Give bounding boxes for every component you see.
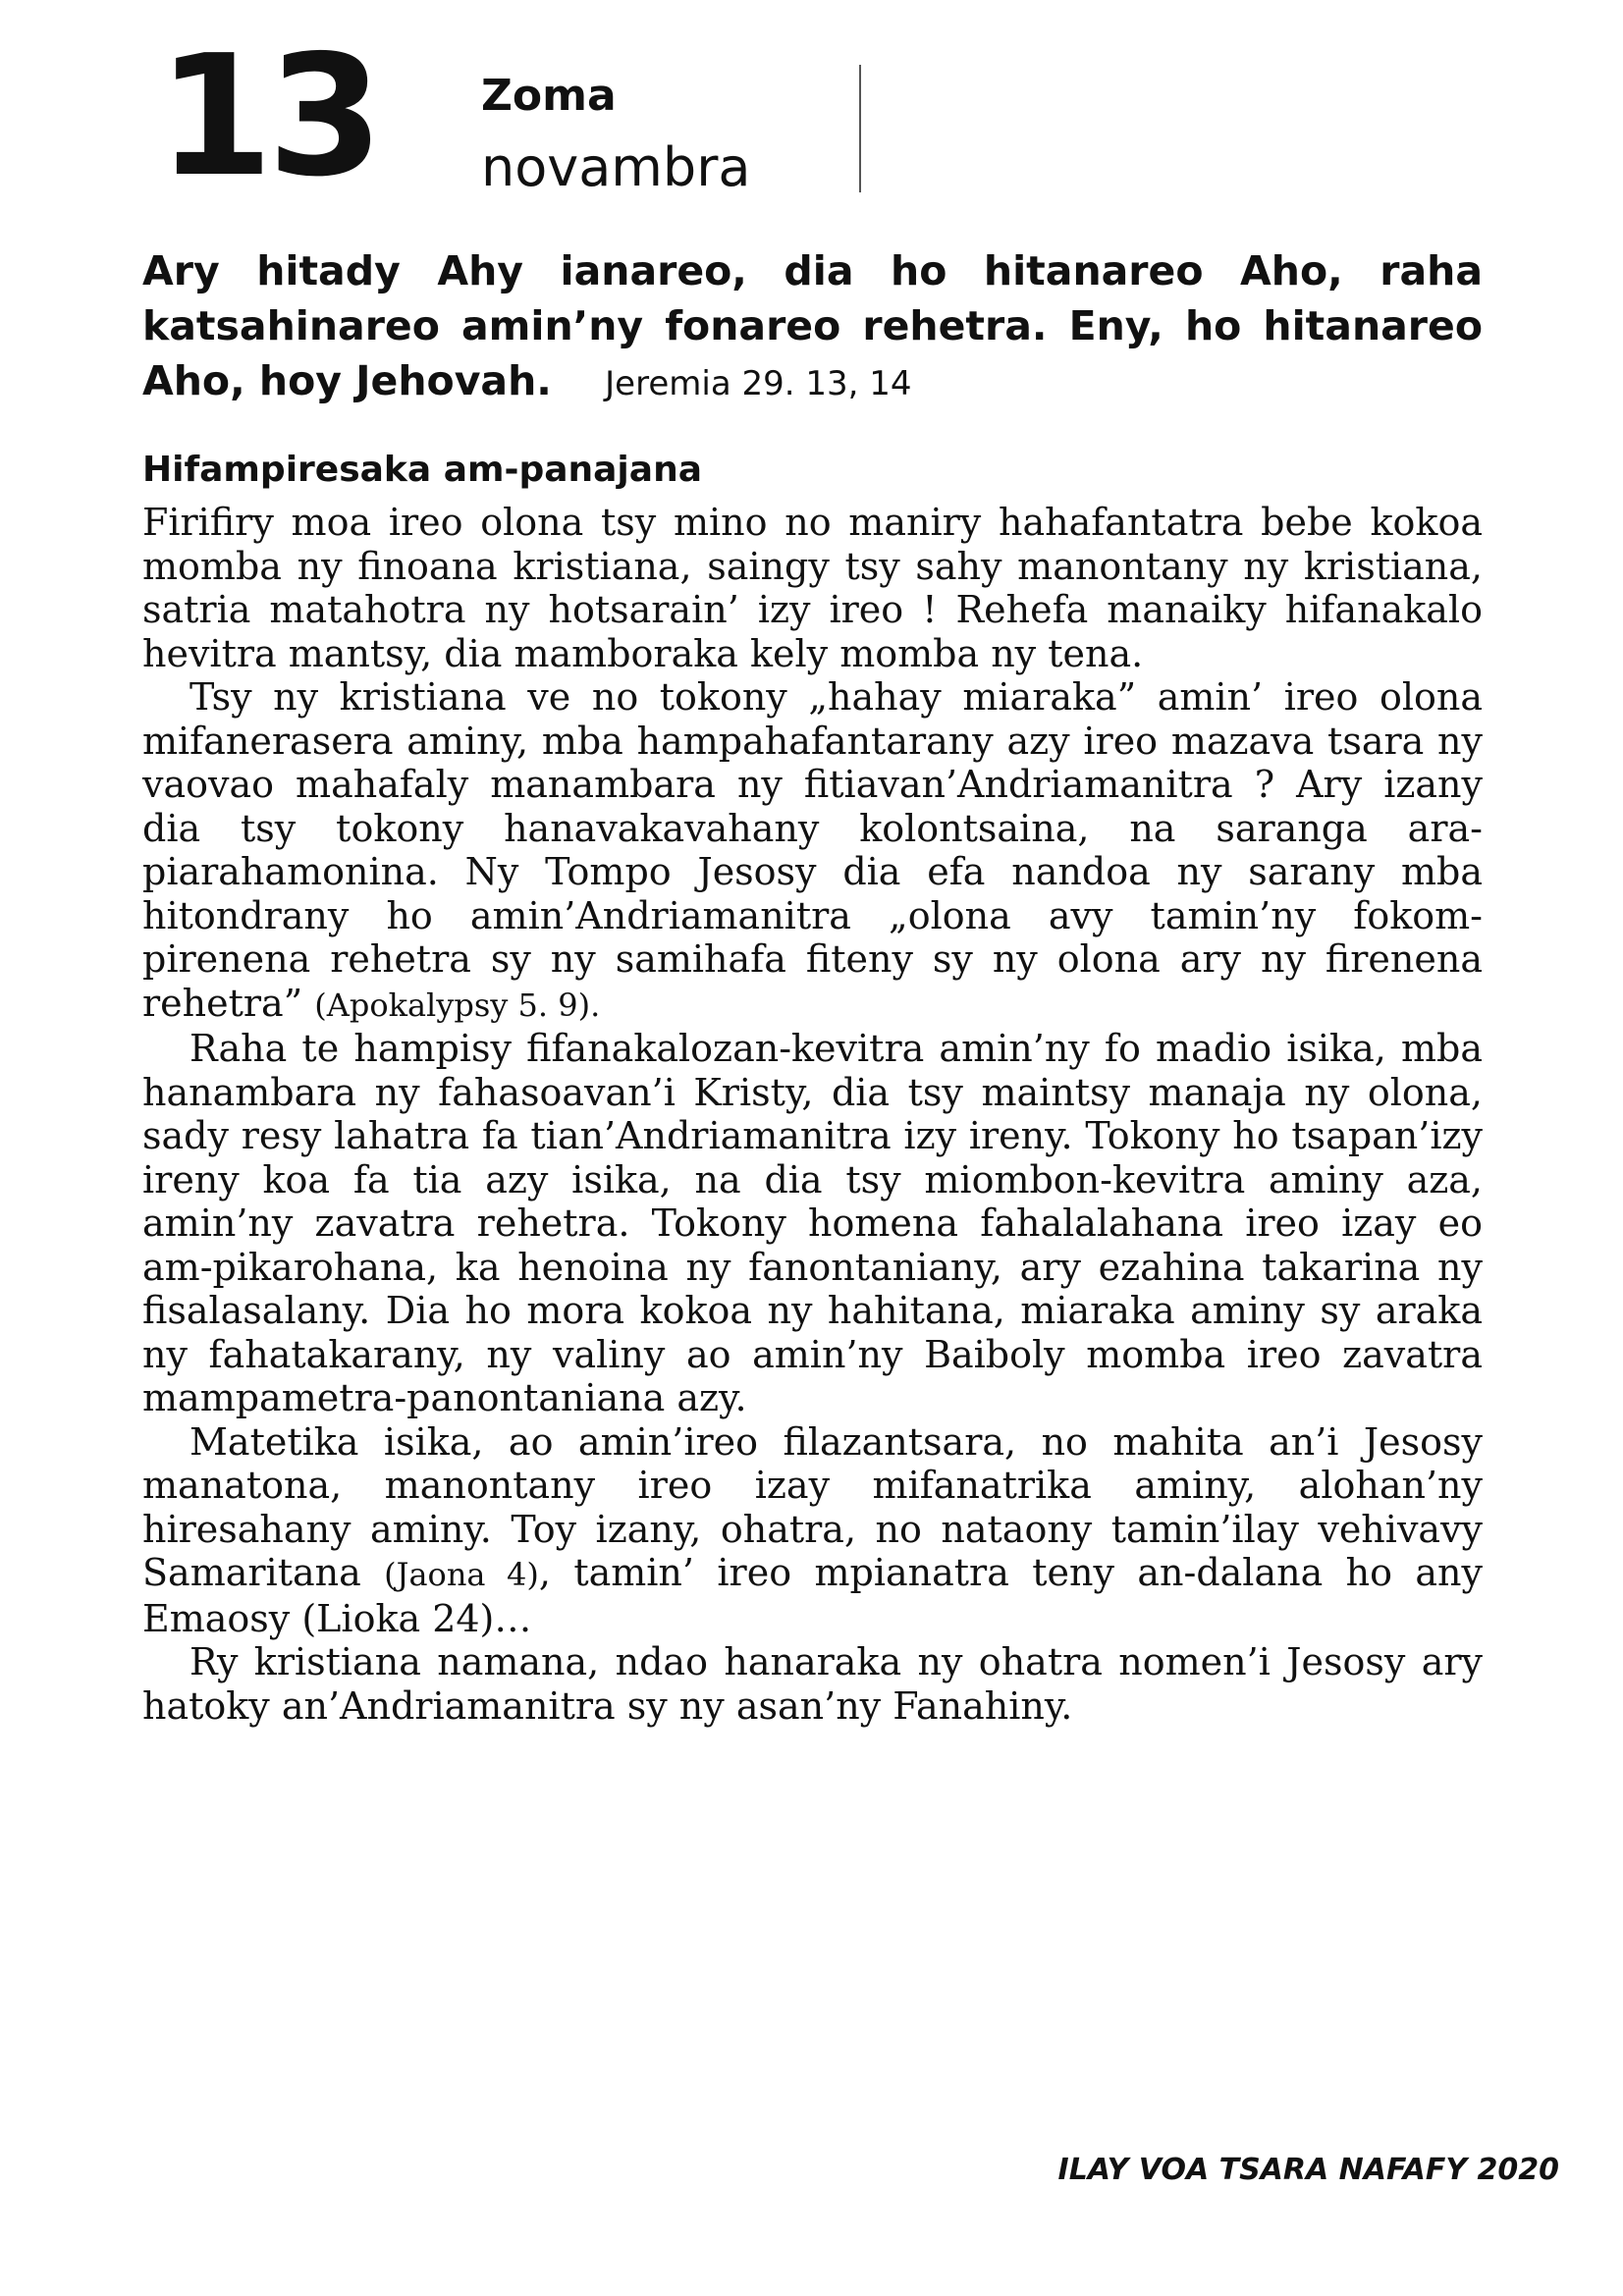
weekday: Zoma [481, 71, 617, 121]
paragraph-3: Raha te hampisy fifanakalozan-kevitra amin’ny fo madio isika, mba hanambara ny fahasoavan’i Kristy, dia tsy maintsy manaja ny olona, sady resy lahatra fa tian’Andriamanitra izy ireny. Tokony ho tsapan’izy ireny koa fa tia azy isika, na dia tsy miombon-kevitra aminy aza, amin’ny zavatra rehetra. Tokony homena fahalalahana ireo izay eo am-pikarohana, ka henoina ny fanontaniany, ary ezahina takarina ny fisalasalany. Dia ho mora kokoa ny hahitana, miaraka aminy sy araka ny fahatakarany, ny valiny ao amin’ny Baiboly momba ireo zavatra mampametra-panontaniana azy. [142, 1027, 1483, 1419]
article-title: Hifampiresaka am-panajana [142, 450, 702, 490]
paragraph-4-text-a: Matetika isika, ao amin’ireo filazantsara, no mahita an’i Jesosy manatona, manontany ireo izay mifanatrika aminy, alohan’ny hiresahany aminy. Toy izany, ohatra, no nataony tamin’ilay vehivavy Samaritana [142, 1419, 1483, 1594]
bible-verse [142, 243, 1483, 411]
paragraph-4-text-b: , tamin’ ireo mpianatra teny an-dalana ho any Emaosy (Lioka 24)… [142, 1551, 1483, 1640]
publication-footer: ILAY VOA TSARA NAFAFY 2020 [1057, 2153, 1559, 2187]
article-body [142, 501, 1483, 1728]
paragraph-2 [142, 675, 1483, 1027]
day-number: 13 [157, 20, 378, 214]
scripture-reference: (Jaona 4) [384, 1556, 539, 1593]
scripture-reference: (Apokalypsy 5. 9). [314, 986, 601, 1024]
verse-text: Ary hitady Ahy ianareo, dia ho hitanareo Aho, raha katsahinareo amin’ny fonareo rehetra. Eny, ho hitanareo Aho, hoy Jehovah. [142, 247, 1483, 404]
paragraph-2-text: Tsy ny kristiana ve no tokony „hahay miaraka” amin’ ireo olona mifanerasera aminy, mba hampahafantarany azy ireo mazava tsara ny vaovao mahafaly manambara ny fitiavan’Andriamanitra ? Ary izany dia tsy tokony hanavakavahany kolontsaina, na saranga ara-piarahamonina. Ny Tompo Jesosy dia efa nandoa ny sarany mba hitondrany ho amin’Andriamanitra „olona avy tamin’ny fokom-pirenena rehetra sy ny samihafa fiteny sy ny olona ary ny firenena rehetra” [142, 675, 1483, 1025]
paragraph-1: Firifiry moa ireo olona tsy mino no maniry hahafantatra bebe kokoa momba ny finoana kristiana, saingy tsy sahy manontany ny kristiana, satria matahotra ny hotsarain’ izy ireo ! Rehefa manaiky hifanakalo hevitra mantsy, dia mamboraka kely momba ny tena. [142, 501, 1483, 675]
date-header [157, 20, 864, 214]
paragraph-5: Ry kristiana namana, ndao hanaraka ny ohatra nomen’i Jesosy ary hatoky an’Andriamanitra sy ny asan’ny Fanahiny. [142, 1640, 1483, 1728]
header-divider [859, 65, 861, 192]
paragraph-4 [142, 1420, 1483, 1641]
month: novambra [481, 136, 751, 198]
verse-reference: Jeremia 29. 13, 14 [605, 364, 912, 403]
